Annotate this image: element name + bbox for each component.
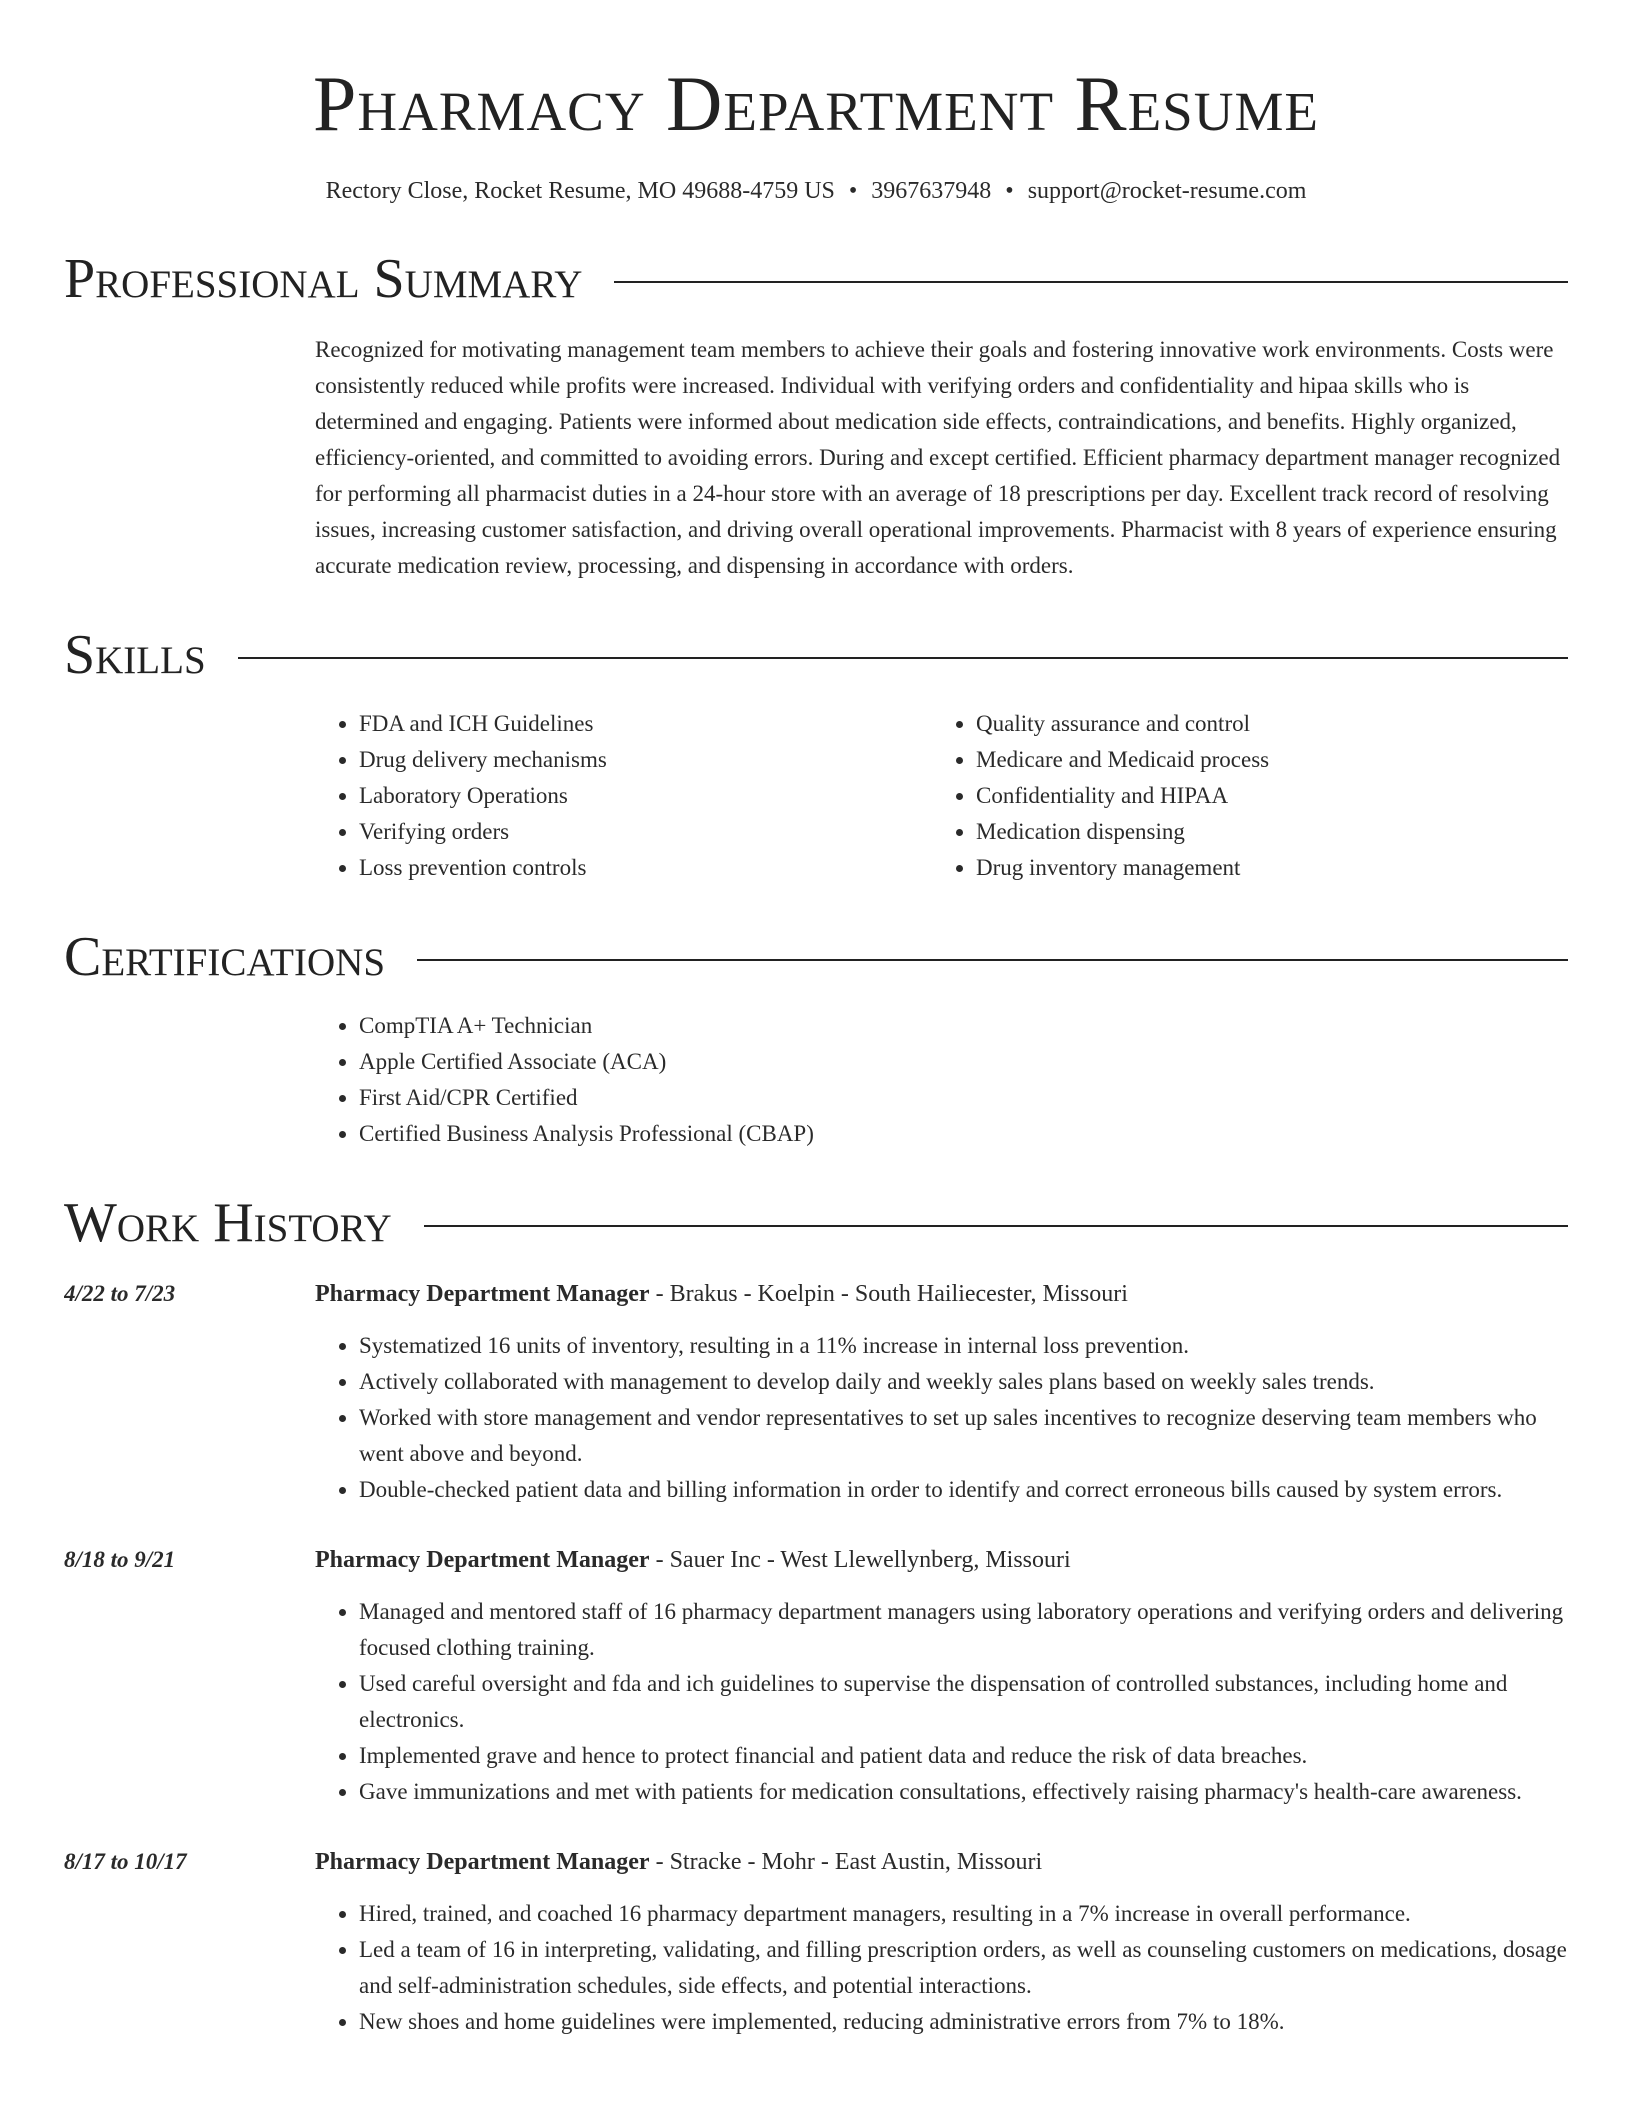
- skill-item: • Medication dispensing: [976, 814, 1568, 850]
- contact-separator: •: [848, 178, 858, 204]
- job-dates: 8/18 to 9/21: [64, 1547, 176, 1572]
- job-bullet: • Actively collaborated with management to develop daily and weekly sales plans based on weekly sales trends.: [359, 1364, 1568, 1400]
- job-title: Pharmacy Department Manager: [315, 1849, 650, 1875]
- job-details: [315, 1276, 1568, 1508]
- job-bullet: • New shoes and home guidelines were implemented, reducing administrative errors from 7% to 18%.: [359, 2004, 1568, 2040]
- section-divider: [424, 1225, 1568, 1227]
- job-company: - Sauer Inc - West Llewellynberg, Missouri: [649, 1547, 1071, 1573]
- section-divider: [238, 657, 1568, 659]
- job-bullet: • Double-checked patient data and billing information in order to identify and correct erroneous bills caused by system errors.: [359, 1472, 1568, 1508]
- contact-address: Rectory Close, Rocket Resume, MO 49688-4759 US: [325, 178, 835, 204]
- skills-section-header: [64, 624, 1568, 686]
- summary-heading: Professional Summary: [64, 248, 583, 310]
- certification-item: • Apple Certified Associate (ACA): [359, 1044, 1568, 1080]
- skills-heading: Skills: [64, 624, 206, 686]
- job-dates: 8/17 to 10/17: [64, 1849, 187, 1874]
- job-title-line: [315, 1844, 1568, 1880]
- job-bullet: • Used careful oversight and fda and ich guidelines to supervise the dispensation of controlled substances, including home and electronics.: [359, 1666, 1568, 1738]
- job-bullet: • Worked with store management and vendor representatives to set up sales incentives to recognize deserving team members who went above and beyond.: [359, 1400, 1568, 1472]
- skills-column-left: [315, 706, 932, 886]
- job-entry: [64, 1542, 1568, 1810]
- summary-text: Recognized for motivating management team members to achieve their goals and fostering innovative work environments. Costs were consistently reduced while profits were increased. Individual with verifying orders and confidentiality and hipaa skills who is determined and engaging. Patients were informed about medication side effects, contraindications, and benefits. Highly organized, efficiency-oriented, and committed to avoiding errors. During and except certified. Efficient pharmacy department manager recognized for performing all pharmacist duties in a 24-hour store with an average of 18 prescriptions per day. Excellent track record of resolving issues, increasing customer satisfaction, and driving overall operational improvements. Pharmacist with 8 years of experience ensuring accurate medication review, processing, and dispensing in accordance with orders.: [315, 337, 1561, 578]
- section-divider: [417, 959, 1568, 961]
- certifications-bullets: [315, 1008, 1568, 1152]
- job-bullet: • Managed and mentored staff of 16 pharmacy department managers using laboratory operations and verifying orders and delivering focused clothing training.: [359, 1594, 1568, 1666]
- job-details: [315, 1844, 1568, 2040]
- contact-line: [64, 174, 1568, 208]
- job-bullet: • Hired, trained, and coached 16 pharmacy department managers, resulting in a 7% increase in overall performance.: [359, 1896, 1568, 1932]
- contact-phone: 3967637948: [871, 178, 992, 204]
- skill-item: • Verifying orders: [359, 814, 932, 850]
- section-divider: [614, 281, 1568, 283]
- contact-email: support@rocket-resume.com: [1027, 178, 1307, 204]
- job-bullets: [315, 1594, 1568, 1810]
- job-bullet: • Systematized 16 units of inventory, resulting in a 11% increase in internal loss prevention.: [359, 1328, 1568, 1364]
- resume-page: [64, 0, 1568, 2112]
- job-bullet: • Led a team of 16 in interpreting, validating, and filling prescription orders, as well as counseling customers on medications, dosage and self-administration schedules, side effects, and potential interactions.: [359, 1932, 1568, 2004]
- work-history-section-header: [64, 1192, 1568, 1254]
- skill-item: • Loss prevention controls: [359, 850, 932, 886]
- certifications-heading: Certifications: [64, 926, 386, 988]
- summary-section-header: [64, 248, 1568, 310]
- certification-item: • First Aid/CPR Certified: [359, 1080, 1568, 1116]
- job-bullet: • Implemented grave and hence to protect financial and patient data and reduce the risk of data breaches.: [359, 1738, 1568, 1774]
- job-bullet: • Gave immunizations and met with patients for medication consultations, effectively raising pharmacy's health-care awareness.: [359, 1774, 1568, 1810]
- job-dates: 4/22 to 7/23: [64, 1281, 176, 1306]
- job-title-line: [315, 1276, 1568, 1312]
- skill-item: • Quality assurance and control: [976, 706, 1568, 742]
- skill-item: • FDA and ICH Guidelines: [359, 706, 932, 742]
- skill-item: • Drug delivery mechanisms: [359, 742, 932, 778]
- resume-name: Pharmacy Department Resume: [313, 60, 1319, 147]
- job-entry: [64, 1844, 1568, 2040]
- certifications-section-header: [64, 926, 1568, 988]
- job-title: Pharmacy Department Manager: [315, 1281, 650, 1307]
- job-company: - Brakus - Koelpin - South Hailiecester, Missouri: [649, 1281, 1128, 1307]
- job-entry: [64, 1276, 1568, 1508]
- skill-item: • Medicare and Medicaid process: [976, 742, 1568, 778]
- work-history-heading: Work History: [64, 1192, 392, 1254]
- skill-item: • Laboratory Operations: [359, 778, 932, 814]
- job-title-line: [315, 1542, 1568, 1578]
- certifications-list: [315, 1008, 1568, 1152]
- job-details: [315, 1542, 1568, 1810]
- job-title: Pharmacy Department Manager: [315, 1547, 650, 1573]
- certification-item: • CompTIA A+ Technician: [359, 1008, 1568, 1044]
- skill-item: • Drug inventory management: [976, 850, 1568, 886]
- job-bullets: [315, 1896, 1568, 2040]
- job-company: - Stracke - Mohr - East Austin, Missouri: [649, 1849, 1043, 1875]
- skill-item: • Confidentiality and HIPAA: [976, 778, 1568, 814]
- certification-item: • Certified Business Analysis Professional (CBAP): [359, 1116, 1568, 1152]
- skills-list: [315, 706, 1568, 886]
- skills-column-right: [932, 706, 1568, 886]
- job-bullets: [315, 1328, 1568, 1508]
- contact-separator: •: [1005, 178, 1014, 204]
